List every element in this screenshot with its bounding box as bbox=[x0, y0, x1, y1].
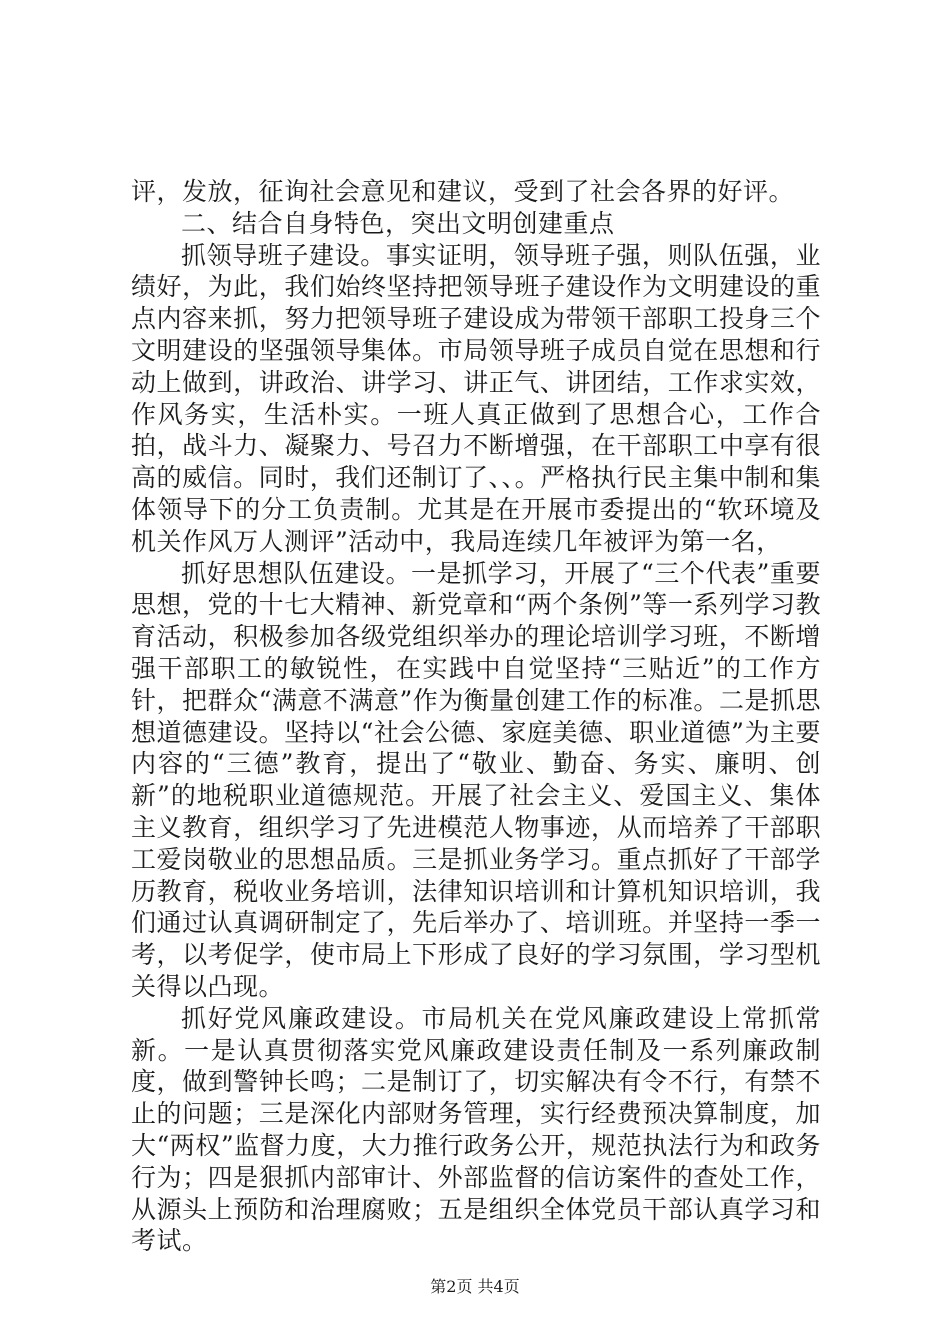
paragraph-ideology: 抓好思想队伍建设。一是抓学习，开展了“三个代表”重要思想，党的十七大精神、新党章和“两个条例”等一系列学习教育活动，积极参加各级党组织举办的理论培训学习班，不断增强干部职工的敏锐性，在实践中自觉坚持“三贴近”的工作方针，把群众“满意不满意”作为衡量创建工作的标准。二是抓思想道德建设。坚持以“社会公德、家庭美德、职业道德”为主要内容的“三德”教育，提出了“敬业、勤奋、务实、廉明、创新”的地税职业道德规范。开展了社会主义、爱国主义、集体主义教育，组织学习了先进模范人物事迹，从而培养了干部职工爱岗敬业的思想品质。三是抓业务学习。重点抓好了干部学历教育，税收业务培训，法律知识培训和计算机知识培训，我们通过认真调研制定了，先后举办了、培训班。并坚持一季一考，以考促学，使市局上下形成了良好的学习氛围，学习型机关得以凸现。 bbox=[131, 558, 821, 1001]
page-number: 第2页 共4页 bbox=[430, 1277, 520, 1296]
paragraph-leadership: 抓领导班子建设。事实证明，领导班子强，则队伍强，业绩好，为此，我们始终坚持把领导班子建设作为文明建设的重点内容来抓，努力把领导班子建设成为带领干部职工投身三个文明建设的坚强领导集体。市局领导班子成员自觉在思想和行动上做到，讲政治、讲学习、讲正气、讲团结，工作求实效，作风务实，生活朴实。一班人真正做到了思想合心，工作合拍，战斗力、凝聚力、号召力不断增强，在干部职工中享有很高的威信。同时，我们还制订了、、。严格执行民主集中制和集体领导下的分工负责制。尤其是在开展市委提出的“软环境及机关作风万人测评”活动中，我局连续几年被评为第一名， bbox=[131, 240, 821, 556]
paragraph-continuation: 评，发放，征询社会意见和建议，受到了社会各界的好评。 bbox=[131, 177, 795, 206]
paragraph-integrity: 抓好党风廉政建设。市局机关在党风廉政建设上常抓常新。一是认真贯彻落实党风廉政建设责任制及一系列廉政制度，做到警钟长鸣；二是制订了，切实解决有令不行，有禁不止的问题；三是深化内部财务管理，实行经费预决算制度，加大“两权”监督力度，大力推行政务公开，规范执法行为和政务行为；四是狠抓内部审计、外部监督的信访案件的查处工作，从源头上预防和治理腐败；五是组织全体党员干部认真学习和考试。 bbox=[131, 1003, 821, 1256]
document-body bbox=[131, 176, 821, 1257]
section-heading: 二、结合自身特色，突出文明创建重点 bbox=[181, 208, 615, 238]
